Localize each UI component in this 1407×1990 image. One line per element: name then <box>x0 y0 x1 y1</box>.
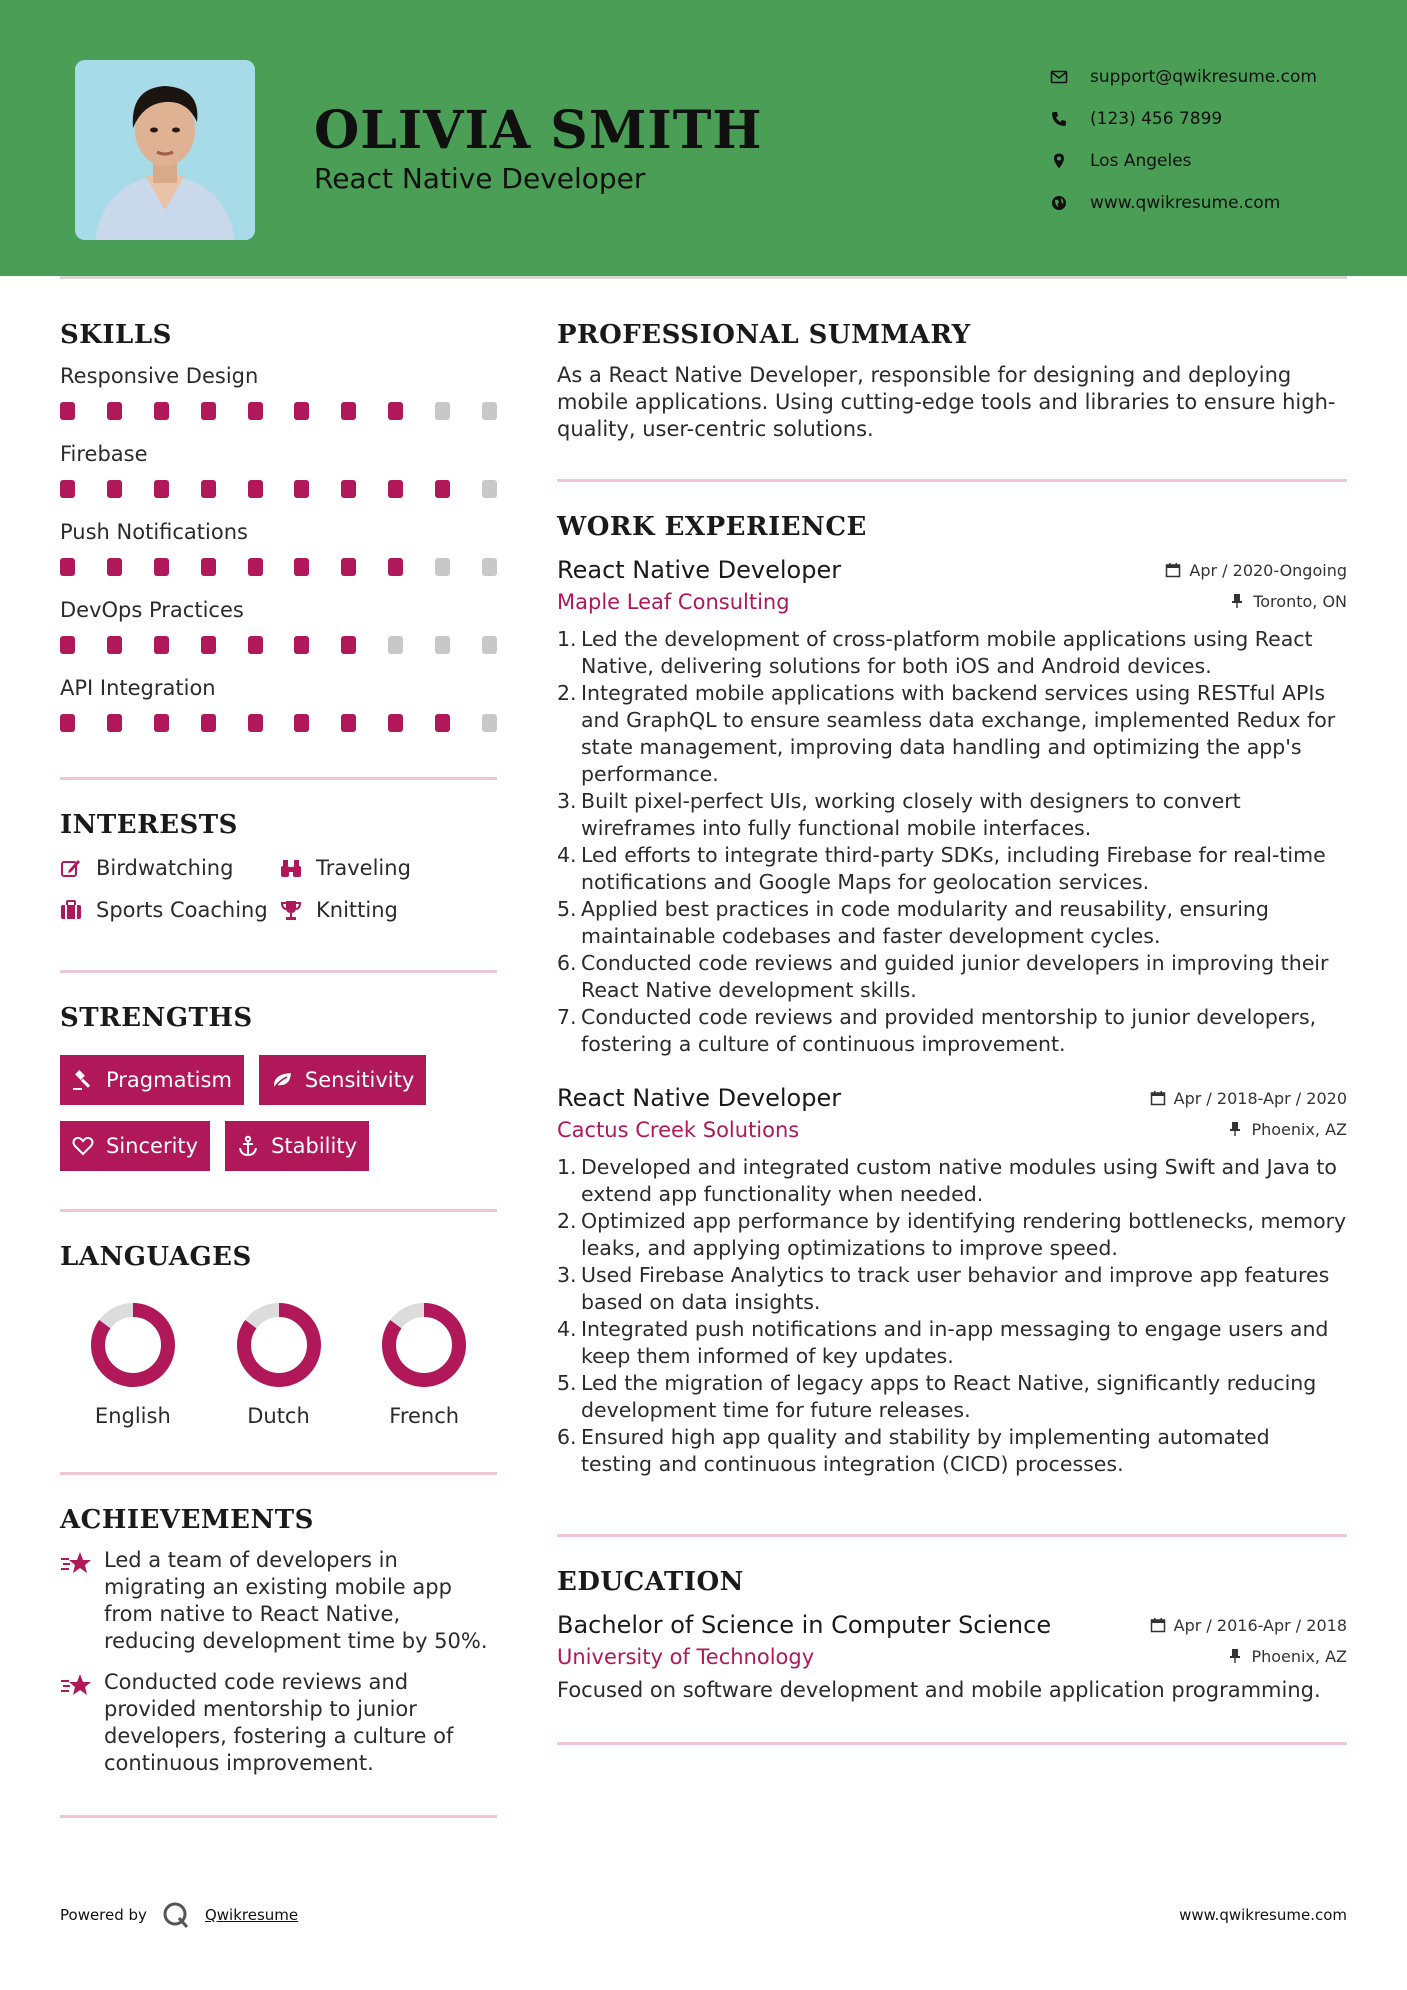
skill-item <box>60 442 497 498</box>
skill-dot-empty <box>482 714 497 732</box>
section-divider <box>60 1472 497 1475</box>
list-item: 4. Led efforts to integrate third-party SDKs, including Firebase for real-time notifications and Google Maps for geolocation services. <box>557 843 1326 894</box>
section-divider <box>60 777 497 780</box>
skill-rating <box>60 714 497 732</box>
trophy-icon <box>280 899 302 921</box>
list-item: 6. Ensured high app quality and stability by implementing automated testing and continuous integration (CICD) processes. <box>557 1425 1270 1476</box>
section-divider <box>60 970 497 973</box>
skill-dot-filled <box>294 402 309 420</box>
skill-dot-empty <box>482 636 497 654</box>
degree-title: Bachelor of Science in Computer Science <box>557 1611 1052 1639</box>
skill-rating <box>60 480 497 498</box>
skill-dot-filled <box>248 402 263 420</box>
star-award-icon <box>60 1671 94 1701</box>
qwikresume-logo-icon <box>161 1900 191 1930</box>
skill-dot-empty <box>482 558 497 576</box>
list-item: 5. Applied best practices in code modularity and reusability, ensuring maintainable codebases and faster development cycles. <box>557 897 1269 948</box>
achievement-text: Led a team of developers in migrating an existing mobile app from native to React Native, reducing development time by 50%. <box>104 1548 488 1653</box>
star-award-icon <box>60 1549 94 1579</box>
skill-dot-filled <box>388 480 403 498</box>
interests-heading: INTERESTS <box>60 810 238 840</box>
phone-icon <box>1050 110 1068 128</box>
pushpin-icon <box>1227 1648 1243 1664</box>
skill-dot-filled <box>60 558 75 576</box>
education-date-text: Apr / 2016-Apr / 2018 <box>1173 1615 1347 1635</box>
language-item <box>206 1300 352 1428</box>
skill-dot-empty <box>435 558 450 576</box>
skill-dot-filled <box>388 558 403 576</box>
language-item <box>60 1300 206 1428</box>
contact-list <box>1050 56 1317 224</box>
interests-list <box>60 856 497 922</box>
interest-item <box>60 856 280 880</box>
skill-dot-filled <box>107 480 122 498</box>
section-divider <box>60 1815 497 1818</box>
education-date <box>1150 1616 1347 1635</box>
skill-dot-filled <box>294 636 309 654</box>
summary-heading: PROFESSIONAL SUMMARY <box>557 320 971 350</box>
strength-label: Stability <box>271 1134 358 1158</box>
powered-by-text: Powered by <box>60 1906 147 1924</box>
skill-dot-filled <box>294 714 309 732</box>
skill-dot-filled <box>435 714 450 732</box>
interest-label: Traveling <box>316 856 411 880</box>
edit-icon <box>60 857 82 879</box>
skill-dot-empty <box>388 636 403 654</box>
languages-heading: LANGUAGES <box>60 1242 252 1272</box>
skill-dot-filled <box>248 558 263 576</box>
skill-dot-filled <box>154 480 169 498</box>
education-section <box>557 1567 1347 1704</box>
strength-tag <box>60 1121 210 1171</box>
strength-label: Sincerity <box>106 1134 199 1158</box>
skill-dot-filled <box>201 636 216 654</box>
skill-label: Push Notifications <box>60 520 248 544</box>
skill-dot-filled <box>201 714 216 732</box>
list-item: 6. Conducted code reviews and guided junior developers in improving their React Native development skills. <box>557 951 1329 1002</box>
education-subheader <box>557 1645 1347 1669</box>
skill-dot-filled <box>388 402 403 420</box>
skill-dot-filled <box>154 402 169 420</box>
calendar-icon <box>1165 562 1181 578</box>
job-title: React Native Developer <box>557 1084 842 1112</box>
section-divider <box>557 1742 1347 1745</box>
company-name: Cactus Creek Solutions <box>557 1118 800 1142</box>
heart-icon <box>72 1135 94 1157</box>
right-column <box>557 320 1347 1745</box>
list-item: 3. Built pixel-perfect UIs, working closely with designers to convert wireframes into fully functional mobile interfaces. <box>557 789 1241 840</box>
skill-dot-filled <box>107 636 122 654</box>
education-header <box>557 1611 1347 1639</box>
skill-label: Responsive Design <box>60 364 259 388</box>
section-divider <box>557 1534 1347 1537</box>
education-heading: EDUCATION <box>557 1567 744 1597</box>
skill-dot-filled <box>60 480 75 498</box>
list-item: 5. Led the migration of legacy apps to React Native, significantly reducing development time for future releases. <box>557 1371 1317 1422</box>
job-header <box>557 556 1347 584</box>
map-pin-icon <box>1050 152 1068 170</box>
contact-location <box>1050 140 1317 182</box>
language-donut <box>379 1300 469 1390</box>
skills-list <box>60 364 497 732</box>
contact-location-text: Los Angeles <box>1090 151 1192 171</box>
footer <box>60 1900 1347 1930</box>
skill-dot-filled <box>294 558 309 576</box>
contact-phone[interactable] <box>1050 98 1317 140</box>
education-location-text: Phoenix, AZ <box>1251 1646 1347 1666</box>
job-date <box>1165 561 1347 580</box>
list-item: 3. Used Firebase Analytics to track user behavior and improve app features based on data insights. <box>557 1263 1330 1314</box>
skill-dot-filled <box>107 402 122 420</box>
skill-dot-empty <box>482 402 497 420</box>
strength-label: Sensitivity <box>304 1068 415 1092</box>
list-item: 1. Led the development of cross-platform mobile applications using React Native, delivering solutions for both iOS and Android devices. <box>557 627 1313 678</box>
skill-dot-filled <box>60 714 75 732</box>
pushpin-icon <box>1227 1121 1243 1137</box>
anchor-icon <box>237 1135 259 1157</box>
left-column <box>60 320 497 1818</box>
gavel-icon <box>72 1069 94 1091</box>
skill-dot-filled <box>341 636 356 654</box>
job-entry <box>557 1084 1347 1478</box>
skill-dot-filled <box>201 402 216 420</box>
briefcase-icon <box>60 899 82 921</box>
strengths-section <box>60 1003 497 1171</box>
work-heading: WORK EXPERIENCE <box>557 512 867 542</box>
job-location <box>1229 592 1347 611</box>
skill-rating <box>60 636 497 654</box>
profile-photo <box>75 60 255 240</box>
strengths-list <box>60 1055 497 1171</box>
list-item: 1. Developed and integrated custom native modules using Swift and Java to extend app functionality when needed. <box>557 1155 1337 1206</box>
calendar-icon <box>1150 1090 1166 1106</box>
strength-tag <box>60 1055 244 1105</box>
section-divider <box>60 1209 497 1212</box>
summary-section <box>557 320 1347 443</box>
skill-dot-filled <box>154 558 169 576</box>
contact-email[interactable] <box>1050 56 1317 98</box>
job-date-text: Apr / 2020-Ongoing <box>1189 560 1347 580</box>
education-description: Focused on software development and mobile application programming. <box>557 1678 1321 1702</box>
skill-dot-filled <box>341 558 356 576</box>
skill-item <box>60 676 497 732</box>
skill-rating <box>60 558 497 576</box>
envelope-icon <box>1050 68 1068 86</box>
skill-dot-empty <box>435 636 450 654</box>
skill-label: API Integration <box>60 676 216 700</box>
interest-item <box>60 898 280 922</box>
skill-dot-filled <box>248 714 263 732</box>
contact-phone-text: (123) 456 7899 <box>1090 109 1223 129</box>
skill-dot-filled <box>107 558 122 576</box>
skill-dot-filled <box>201 480 216 498</box>
school-name: University of Technology <box>557 1645 815 1669</box>
interest-item <box>280 856 490 880</box>
section-divider <box>557 479 1347 482</box>
leaf-icon <box>271 1069 293 1091</box>
skill-dot-filled <box>201 558 216 576</box>
footer-website[interactable]: www.qwikresume.com <box>1179 1906 1347 1924</box>
candidate-name: OLIVIA SMITH <box>314 100 763 161</box>
list-item: 2. Integrated mobile applications with backend services using RESTful APIs and GraphQL to ensure seamless data exchange, implemented Redux for state management, improving data handling and optimizing the app's performance. <box>557 681 1336 786</box>
achievement-item <box>60 1669 497 1777</box>
skill-dot-filled <box>435 480 450 498</box>
globe-icon <box>1050 194 1068 212</box>
skills-heading: SKILLS <box>60 320 172 350</box>
job-responsibilities <box>557 1154 1347 1478</box>
skills-section <box>60 320 497 732</box>
skill-dot-filled <box>248 636 263 654</box>
skill-label: Firebase <box>60 442 148 466</box>
interests-section <box>60 810 497 922</box>
achievement-text: Conducted code reviews and provided mentorship to junior developers, fostering a culture of continuous improvement. <box>104 1670 454 1775</box>
header-divider <box>60 276 1347 279</box>
interest-label: Sports Coaching <box>96 898 268 922</box>
list-item: 4. Integrated push notifications and in-app messaging to engage users and keep them informed of key updates. <box>557 1317 1329 1368</box>
language-donut <box>88 1300 178 1390</box>
binoculars-icon <box>280 857 302 879</box>
skill-dot-empty <box>435 402 450 420</box>
job-location <box>1227 1120 1347 1139</box>
skill-dot-filled <box>341 714 356 732</box>
skill-rating <box>60 402 497 420</box>
skill-item <box>60 520 497 576</box>
skill-item <box>60 364 497 420</box>
achievements-list <box>60 1547 497 1777</box>
pushpin-icon <box>1229 593 1245 609</box>
achievements-section <box>60 1505 497 1777</box>
skill-dot-filled <box>388 714 403 732</box>
skill-dot-filled <box>341 402 356 420</box>
job-subheader <box>557 1118 1347 1142</box>
job-date-text: Apr / 2018-Apr / 2020 <box>1173 1088 1347 1108</box>
job-entry <box>557 556 1347 1058</box>
job-subheader <box>557 590 1347 614</box>
interest-label: Knitting <box>316 898 398 922</box>
job-date <box>1150 1089 1347 1108</box>
skill-dot-filled <box>248 480 263 498</box>
interest-label: Birdwatching <box>96 856 234 880</box>
job-header <box>557 1084 1347 1112</box>
education-location <box>1227 1647 1347 1666</box>
skill-dot-filled <box>294 480 309 498</box>
skill-dot-filled <box>60 402 75 420</box>
list-item: 7. Conducted code reviews and provided mentorship to junior developers, fostering a culture of continuous improvement. <box>557 1005 1317 1056</box>
achievement-item <box>60 1547 497 1655</box>
skill-dot-filled <box>341 480 356 498</box>
contact-website[interactable] <box>1050 182 1317 224</box>
skill-label: DevOps Practices <box>60 598 244 622</box>
brand-link[interactable]: Qwikresume <box>204 1906 299 1924</box>
job-title: React Native Developer <box>557 556 842 584</box>
strength-tag <box>225 1121 369 1171</box>
interest-item <box>280 898 490 922</box>
skill-dot-filled <box>107 714 122 732</box>
language-label: Dutch <box>247 1404 310 1428</box>
skill-dot-filled <box>154 714 169 732</box>
contact-email-text: support@qwikresume.com <box>1090 67 1317 87</box>
language-label: English <box>94 1404 171 1428</box>
contact-website-text: www.qwikresume.com <box>1090 193 1281 213</box>
job-location-text: Phoenix, AZ <box>1251 1119 1347 1139</box>
skill-item <box>60 598 497 654</box>
job-location-text: Toronto, ON <box>1253 591 1347 611</box>
language-label: French <box>389 1404 460 1428</box>
achievements-heading: ACHIEVEMENTS <box>60 1505 314 1535</box>
languages-section <box>60 1242 497 1428</box>
job-responsibilities <box>557 626 1347 1058</box>
languages-list <box>60 1300 497 1428</box>
skill-dot-filled <box>154 636 169 654</box>
strength-label: Pragmatism <box>106 1068 232 1092</box>
strengths-heading: STRENGTHS <box>60 1003 253 1033</box>
list-item: 2. Optimized app performance by identifying rendering bottlenecks, memory leaks, and applying optimizations to improve speed. <box>557 1209 1347 1260</box>
calendar-icon <box>1150 1617 1166 1633</box>
candidate-role: React Native Developer <box>314 162 646 195</box>
skill-dot-filled <box>60 636 75 654</box>
footer-branding <box>60 1900 298 1930</box>
language-item <box>351 1300 497 1428</box>
summary-text: As a React Native Developer, responsible for designing and deploying mobile applications. Using cutting-edge tools and libraries to ensure high-quality, user-centric solutions. <box>557 363 1336 441</box>
header-banner <box>0 0 1407 276</box>
work-section <box>557 512 1347 1478</box>
language-donut <box>234 1300 324 1390</box>
skill-dot-empty <box>482 480 497 498</box>
strength-tag <box>259 1055 426 1105</box>
company-name: Maple Leaf Consulting <box>557 590 790 614</box>
